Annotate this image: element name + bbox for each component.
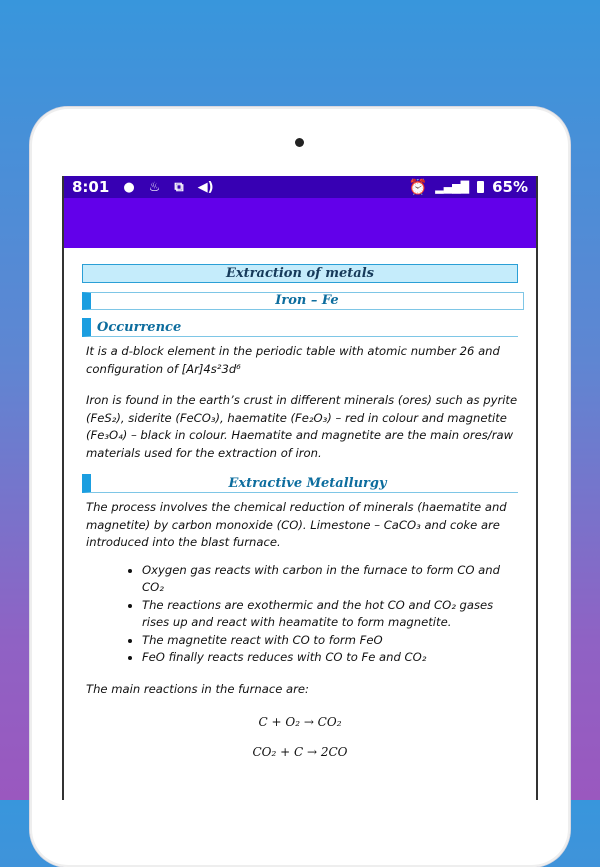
front-camera [295,138,304,147]
paragraph: Iron is found in the earth’s crust in different minerals (ores) such as pyrite (FeS₂), siderite (FeCO₃), haematite (Fe₂O₃) – red in colour and magnetite (Fe₃O₄) – black in colour. Haematite and magnetite are the main ores/raw materials used for the extraction of iron. [86,393,518,460]
list-item: • The magnetite react with CO to form FeO [142,632,518,650]
volume-icon: ◀) [197,179,214,195]
battery-level: 65% [492,178,528,196]
equation: CO₂ + C → 2CO [252,744,348,759]
document-title: Extraction of metals [82,264,518,283]
alarm-icon: ⏰ [408,178,428,196]
section-heading-extractive-metallurgy: Extractive Metallurgy [82,474,518,493]
list-item: • The reactions are exothermic and the hot CO and CO₂ gases rises up and react with heamatite to form magnetite. [142,597,518,632]
status-bar [64,176,536,198]
device-screen [62,176,538,800]
document-subtitle: Iron – Fe [82,292,524,310]
battery-icon [477,181,484,193]
paragraph: The process involves the chemical reduction of minerals (haematite and magnetite) by carbon monoxide (CO). Limestone – CaCO₃ and coke are introduced into the blast furnace. [86,500,507,549]
app-bar [64,198,536,248]
status-time: 8:01 [72,178,110,196]
document-content [64,248,536,761]
list-item: • Oxygen gas reacts with carbon in the furnace to form CO and CO₂ [142,562,518,597]
list-item: • FeO finally reacts reduces with CO to Fe and CO₂ [142,649,518,667]
music-icon: ● [123,179,135,195]
section-heading-occurrence: Occurrence [82,318,518,337]
bullet-list [82,562,518,667]
equation: C + O₂ → CO₂ [258,715,342,729]
app-notification-icon: ♨ [148,179,161,195]
cast-icon: ⧉ [174,179,184,195]
signal-icon: ▂▄▆█ [435,180,470,194]
paragraph: It is a d-block element in the periodic table with atomic number 26 and configuration of [Ar]4s²3d⁶ [86,344,500,376]
reactions-intro: The main reactions in the furnace are: [86,681,309,696]
